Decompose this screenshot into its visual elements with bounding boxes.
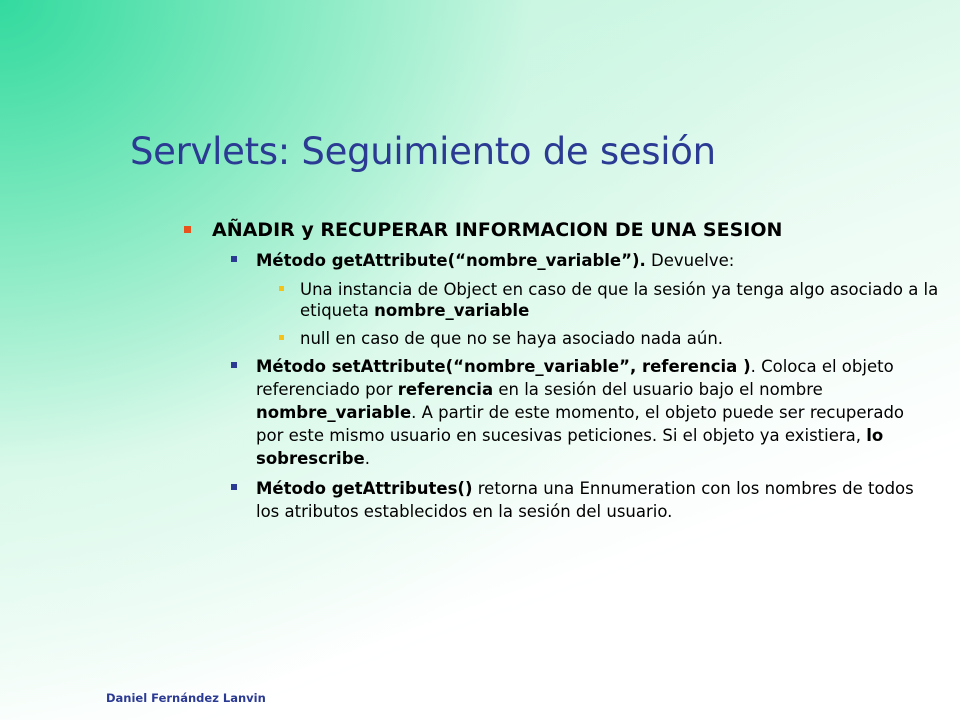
sub-bullet-instance-text [300,279,940,321]
set-attribute-name: nombre_variable [256,403,412,422]
bullet-square-icon [231,256,237,262]
sub-bullet-instance-desc: Una instancia de Object en caso de que la sesión ya tenga algo asociado a la etiqueta [300,280,939,320]
set-attribute-desc-2: en la sesión del usuario bajo el nombre [493,380,823,399]
bullet-heading [184,218,782,242]
bullet-get-attribute [231,249,936,272]
bullet-square-icon [184,226,191,233]
bullet-square-icon [231,484,237,490]
set-attribute-method: Método setAttribute(“nombre_variable”, referencia ) [256,357,751,376]
sub-bullet-instance-label: nombre_variable [374,301,530,320]
slide-title: Servlets: Seguimiento de sesión [130,130,716,173]
get-attributes-desc: retorna una Ennumeration con los nombres de todos los atributos establecidos en la sesión del usuario. [256,479,914,521]
get-attribute-text [256,249,936,272]
set-attribute-text [256,355,936,470]
bullet-get-attributes [231,477,936,523]
set-attribute-desc-1: . Coloca el objeto referenciado por [256,357,894,399]
footer-author: Daniel Fernández Lanvin [106,691,266,705]
bullet-square-icon [231,362,237,368]
get-attributes-method: Método getAttributes() [256,479,473,498]
bullet-square-icon [279,335,284,340]
set-attribute-overwrite: lo sobrescribe [256,426,884,468]
set-attribute-ref: referencia [397,380,494,399]
sub-bullet-null [279,328,940,349]
bullet-square-icon [279,286,284,291]
get-attribute-desc: Devuelve: [645,251,735,270]
get-attribute-method: Método getAttribute(“nombre_variable”). [256,251,646,270]
bullet-set-attribute [231,355,936,470]
get-attributes-text [256,477,936,523]
set-attribute-desc-4: . [364,449,370,468]
sub-bullet-null-text: null en caso de que no se haya asociado nada aún. [300,329,724,348]
set-attribute-desc-3: . A partir de este momento, el objeto puede ser recuperado por este mismo usuario en sucesivas peticiones. Si el objeto ya existiera, [256,403,905,445]
heading-text: AÑADIR y RECUPERAR INFORMACION DE UNA SESION [212,219,783,241]
sub-bullet-instance [279,279,940,321]
